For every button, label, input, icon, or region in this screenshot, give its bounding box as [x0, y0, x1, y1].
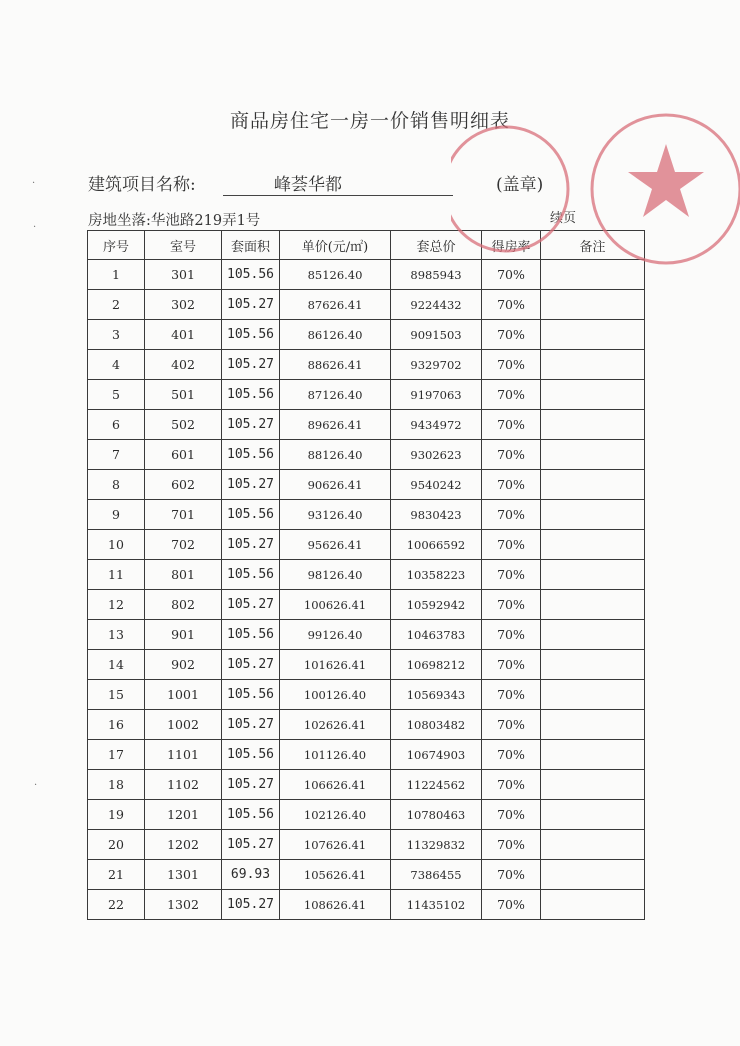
efficiency-rate-cell: 70% [482, 470, 541, 500]
area-cell: 105.27 [222, 590, 280, 620]
total-price-cell: 10358223 [391, 560, 482, 590]
total-price-cell: 11224562 [391, 770, 482, 800]
total-price-cell: 10463783 [391, 620, 482, 650]
room-number-cell: 1102 [145, 770, 222, 800]
unit-price-cell: 88626.41 [280, 350, 391, 380]
area-cell: 105.27 [222, 830, 280, 860]
total-price-cell: 8985943 [391, 260, 482, 290]
remark-cell [541, 860, 645, 890]
unit-price-cell: 102126.40 [280, 800, 391, 830]
row-number-cell: 16 [88, 710, 145, 740]
room-number-cell: 502 [145, 410, 222, 440]
remark-cell [541, 560, 645, 590]
area-cell: 105.56 [222, 620, 280, 650]
table-row [88, 680, 645, 710]
remark-cell [541, 380, 645, 410]
column-header: 套总价 [391, 231, 482, 260]
row-number-cell: 15 [88, 680, 145, 710]
column-header: 套面积 [222, 231, 280, 260]
row-number-cell: 4 [88, 350, 145, 380]
efficiency-rate-cell: 70% [482, 380, 541, 410]
total-price-cell: 10698212 [391, 650, 482, 680]
total-price-cell: 11329832 [391, 830, 482, 860]
table-row [88, 440, 645, 470]
room-number-cell: 1202 [145, 830, 222, 860]
remark-cell [541, 740, 645, 770]
scan-speck: · [32, 178, 36, 189]
row-number-cell: 17 [88, 740, 145, 770]
area-cell: 105.27 [222, 470, 280, 500]
total-price-cell: 9540242 [391, 470, 482, 500]
remark-cell [541, 500, 645, 530]
total-price-cell: 11435102 [391, 890, 482, 920]
remark-cell [541, 410, 645, 440]
unit-price-cell: 100626.41 [280, 590, 391, 620]
table-row [88, 410, 645, 440]
area-cell: 105.56 [222, 680, 280, 710]
table-header-row [88, 231, 645, 260]
remark-cell [541, 350, 645, 380]
row-number-cell: 7 [88, 440, 145, 470]
total-price-cell: 10803482 [391, 710, 482, 740]
room-number-cell: 1001 [145, 680, 222, 710]
table-row [88, 800, 645, 830]
table-row [88, 470, 645, 500]
project-name-field [223, 170, 453, 196]
efficiency-rate-cell: 70% [482, 290, 541, 320]
efficiency-rate-cell: 70% [482, 800, 541, 830]
room-number-cell: 301 [145, 260, 222, 290]
room-number-cell: 501 [145, 380, 222, 410]
table-row [88, 350, 645, 380]
efficiency-rate-cell: 70% [482, 410, 541, 440]
table-row [88, 830, 645, 860]
scan-speck: · [33, 222, 37, 233]
efficiency-rate-cell: 70% [482, 770, 541, 800]
room-number-cell: 402 [145, 350, 222, 380]
room-number-cell: 1101 [145, 740, 222, 770]
document-title: 商品房住宅一房一价销售明细表 [229, 110, 510, 132]
project-name: 峰荟华都 [274, 175, 342, 195]
area-cell: 105.56 [222, 800, 280, 830]
remark-cell [541, 470, 645, 500]
row-number-cell: 22 [88, 890, 145, 920]
room-number-cell: 1002 [145, 710, 222, 740]
table-row [88, 650, 645, 680]
total-price-cell: 7386455 [391, 860, 482, 890]
area-cell: 105.56 [222, 560, 280, 590]
remark-cell [541, 320, 645, 350]
unit-price-cell: 108626.41 [280, 890, 391, 920]
room-number-cell: 701 [145, 500, 222, 530]
unit-price-cell: 100126.40 [280, 680, 391, 710]
total-price-cell: 10569343 [391, 680, 482, 710]
efficiency-rate-cell: 70% [482, 860, 541, 890]
unit-price-cell: 102626.41 [280, 710, 391, 740]
remark-cell [541, 770, 645, 800]
unit-price-cell: 106626.41 [280, 770, 391, 800]
address-value: 华池路219弄1号 [150, 213, 261, 229]
area-cell: 105.56 [222, 380, 280, 410]
scan-speck: · [34, 780, 38, 791]
row-number-cell: 9 [88, 500, 145, 530]
room-number-cell: 1201 [145, 800, 222, 830]
efficiency-rate-cell: 70% [482, 620, 541, 650]
table-row [88, 530, 645, 560]
row-number-cell: 3 [88, 320, 145, 350]
column-header: 室号 [145, 231, 222, 260]
unit-price-cell: 85126.40 [280, 260, 391, 290]
unit-price-cell: 88126.40 [280, 440, 391, 470]
address-row [88, 209, 260, 230]
total-price-cell: 10674903 [391, 740, 482, 770]
efficiency-rate-cell: 70% [482, 890, 541, 920]
row-number-cell: 1 [88, 260, 145, 290]
efficiency-rate-cell: 70% [482, 530, 541, 560]
room-number-cell: 1302 [145, 890, 222, 920]
remark-cell [541, 710, 645, 740]
efficiency-rate-cell: 70% [482, 740, 541, 770]
project-label: 建筑项目名称: [88, 175, 196, 195]
efficiency-rate-cell: 70% [482, 710, 541, 740]
remark-cell [541, 680, 645, 710]
row-number-cell: 12 [88, 590, 145, 620]
efficiency-rate-cell: 70% [482, 260, 541, 290]
efficiency-rate-cell: 70% [482, 680, 541, 710]
row-number-cell: 18 [88, 770, 145, 800]
unit-price-cell: 98126.40 [280, 560, 391, 590]
seal-label: (盖章) [496, 175, 544, 195]
unit-price-cell: 95626.41 [280, 530, 391, 560]
total-price-cell: 9434972 [391, 410, 482, 440]
row-number-cell: 6 [88, 410, 145, 440]
unit-price-cell: 87626.41 [280, 290, 391, 320]
table-row [88, 590, 645, 620]
total-price-cell: 9197063 [391, 380, 482, 410]
unit-price-cell: 87126.40 [280, 380, 391, 410]
row-number-cell: 8 [88, 470, 145, 500]
table-row [88, 320, 645, 350]
remark-cell [541, 830, 645, 860]
remark-cell [541, 290, 645, 320]
area-cell: 69.93 [222, 860, 280, 890]
efficiency-rate-cell: 70% [482, 590, 541, 620]
area-cell: 105.27 [222, 530, 280, 560]
table-row [88, 290, 645, 320]
table-body [88, 260, 645, 920]
table-row [88, 770, 645, 800]
area-cell: 105.27 [222, 350, 280, 380]
room-number-cell: 802 [145, 590, 222, 620]
column-header: 得房率 [482, 231, 541, 260]
row-number-cell: 13 [88, 620, 145, 650]
unit-price-cell: 105626.41 [280, 860, 391, 890]
table-row [88, 260, 645, 290]
row-number-cell: 14 [88, 650, 145, 680]
total-price-cell: 9830423 [391, 500, 482, 530]
efficiency-rate-cell: 70% [482, 650, 541, 680]
unit-price-cell: 93126.40 [280, 500, 391, 530]
room-number-cell: 901 [145, 620, 222, 650]
row-number-cell: 20 [88, 830, 145, 860]
efficiency-rate-cell: 70% [482, 830, 541, 860]
room-number-cell: 601 [145, 440, 222, 470]
area-cell: 105.56 [222, 740, 280, 770]
unit-price-cell: 101126.40 [280, 740, 391, 770]
room-number-cell: 902 [145, 650, 222, 680]
remark-cell [541, 620, 645, 650]
area-cell: 105.27 [222, 710, 280, 740]
total-price-cell: 9302623 [391, 440, 482, 470]
address-label: 房地坐落: [88, 213, 151, 229]
unit-price-cell: 107626.41 [280, 830, 391, 860]
remark-cell [541, 260, 645, 290]
sales-table [87, 230, 645, 920]
area-cell: 105.56 [222, 320, 280, 350]
table-row [88, 380, 645, 410]
unit-price-cell: 90626.41 [280, 470, 391, 500]
efficiency-rate-cell: 70% [482, 320, 541, 350]
total-price-cell: 10592942 [391, 590, 482, 620]
row-number-cell: 5 [88, 380, 145, 410]
room-number-cell: 702 [145, 530, 222, 560]
table-row [88, 620, 645, 650]
efficiency-rate-cell: 70% [482, 500, 541, 530]
table-row [88, 500, 645, 530]
unit-price-cell: 101626.41 [280, 650, 391, 680]
project-row [88, 170, 544, 195]
total-price-cell: 9329702 [391, 350, 482, 380]
table-row [88, 740, 645, 770]
area-cell: 105.56 [222, 260, 280, 290]
efficiency-rate-cell: 70% [482, 440, 541, 470]
row-number-cell: 19 [88, 800, 145, 830]
column-header: 单价(元/㎡) [280, 231, 391, 260]
remark-cell [541, 800, 645, 830]
total-price-cell: 9224432 [391, 290, 482, 320]
area-cell: 105.27 [222, 650, 280, 680]
remark-cell [541, 890, 645, 920]
area-cell: 105.56 [222, 440, 280, 470]
table-row [88, 560, 645, 590]
unit-price-cell: 86126.40 [280, 320, 391, 350]
column-header: 备注 [541, 231, 645, 260]
remark-cell [541, 590, 645, 620]
row-number-cell: 11 [88, 560, 145, 590]
remark-cell [541, 650, 645, 680]
row-number-cell: 21 [88, 860, 145, 890]
column-header: 序号 [88, 231, 145, 260]
table-row [88, 710, 645, 740]
room-number-cell: 401 [145, 320, 222, 350]
area-cell: 105.27 [222, 290, 280, 320]
total-price-cell: 10780463 [391, 800, 482, 830]
room-number-cell: 602 [145, 470, 222, 500]
efficiency-rate-cell: 70% [482, 350, 541, 380]
area-cell: 105.56 [222, 500, 280, 530]
row-number-cell: 10 [88, 530, 145, 560]
remark-cell [541, 440, 645, 470]
room-number-cell: 1301 [145, 860, 222, 890]
table-row [88, 890, 645, 920]
remark-cell [541, 530, 645, 560]
efficiency-rate-cell: 70% [482, 560, 541, 590]
table-row [88, 860, 645, 890]
room-number-cell: 302 [145, 290, 222, 320]
area-cell: 105.27 [222, 770, 280, 800]
unit-price-cell: 99126.40 [280, 620, 391, 650]
room-number-cell: 801 [145, 560, 222, 590]
total-price-cell: 10066592 [391, 530, 482, 560]
row-number-cell: 2 [88, 290, 145, 320]
total-price-cell: 9091503 [391, 320, 482, 350]
area-cell: 105.27 [222, 890, 280, 920]
continuation-label: 续页 [550, 211, 577, 226]
unit-price-cell: 89626.41 [280, 410, 391, 440]
area-cell: 105.27 [222, 410, 280, 440]
